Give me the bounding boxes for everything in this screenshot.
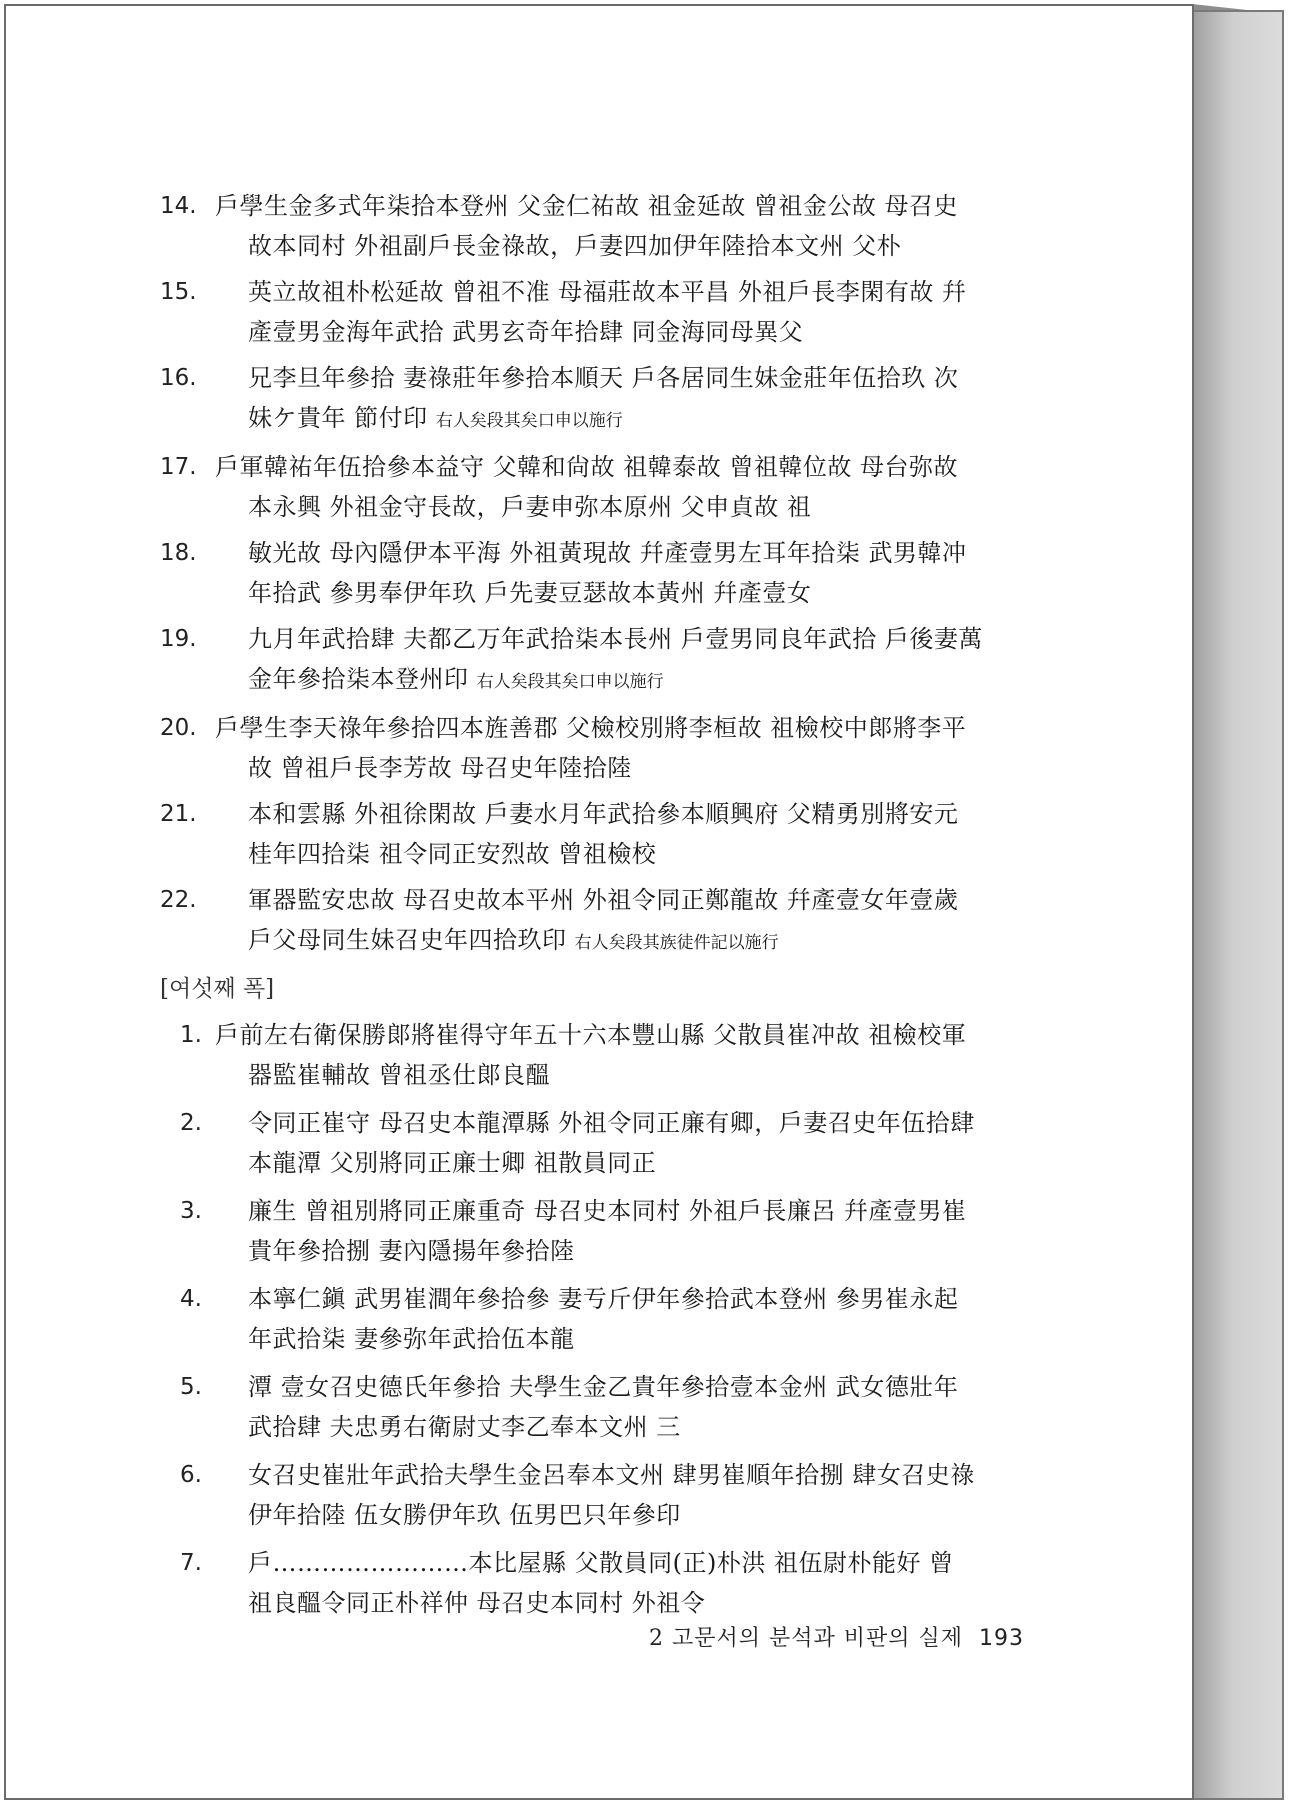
entry-line-1: 廉生 曾祖別將同正廉重奇 母召史本同村 外祖戶長廉呂 幷產壹男崔 bbox=[248, 1197, 967, 1225]
entry-number: 21. bbox=[160, 801, 197, 827]
entry-line-2: 產壹男金海年武拾 武男玄奇年拾肆 同金海同母異父 bbox=[248, 318, 804, 346]
entry-line-1: 本寧仁鎭 武男崔澗年參拾參 妻亐斤伊年參拾武本登州 參男崔永起 bbox=[248, 1285, 959, 1313]
entry-number: 15. bbox=[160, 279, 197, 305]
entry-number: 14. bbox=[160, 193, 197, 219]
entry-line-2-wrap bbox=[248, 748, 1060, 788]
document-entry bbox=[160, 533, 1060, 613]
entry-line-2: 貴年參拾捌 妻內隱揚年參拾陸 bbox=[248, 1237, 575, 1265]
entry-line-1: 戶前左右衛保勝郞將崔得守年五十六本豐山縣 父散員崔冲故 祖檢校軍 bbox=[215, 1021, 967, 1049]
entry-line-1: 本和雲縣 外祖徐閑故 戶妻水月年武拾參本順興府 父精勇別將安元 bbox=[248, 800, 959, 828]
entry-line-1: 敏光故 母內隱伊本平海 外祖黃現故 幷產壹男左耳年拾柒 武男韓冲 bbox=[248, 539, 967, 567]
entry-line-2-wrap bbox=[248, 1495, 1060, 1535]
document-entry bbox=[160, 794, 1060, 874]
entry-line-2: 伊年拾陸 伍女勝伊年玖 伍男巴只年參印 bbox=[248, 1501, 681, 1529]
entry-annotation: 右人矣段其矣口申以施行 bbox=[476, 672, 664, 692]
document-entry bbox=[160, 186, 1060, 266]
entry-line-1: 兄李旦年參拾 妻祿莊年參拾本順天 戶各居同生妹金莊年伍拾玖 次 bbox=[248, 364, 959, 392]
entry-line-2: 桂年四拾柒 祖令同正安烈故 曾祖檢校 bbox=[248, 840, 657, 868]
entry-line-2-wrap bbox=[248, 1407, 1060, 1447]
entry-number: 5. bbox=[180, 1374, 202, 1400]
page-number: 193 bbox=[979, 1626, 1024, 1651]
entry-line-2: 武拾肆 夫忠勇右衛尉丈李乙奉本文州 三 bbox=[248, 1413, 681, 1441]
entry-line-2: 本永興 外祖金守長故，戶妻申弥本原州 父申貞故 祖 bbox=[248, 493, 812, 521]
page-content bbox=[160, 186, 1060, 1631]
document-entry bbox=[160, 1543, 1060, 1623]
entry-line-2: 年武拾柒 妻參弥年武拾伍本龍 bbox=[248, 1325, 575, 1353]
document-entry bbox=[160, 1455, 1060, 1535]
entry-number: 19. bbox=[160, 626, 197, 652]
document-entry bbox=[160, 447, 1060, 527]
entry-line-2-wrap bbox=[248, 1231, 1060, 1271]
document-entry bbox=[160, 272, 1060, 352]
document-entry bbox=[160, 1367, 1060, 1447]
document-entry bbox=[160, 1191, 1060, 1271]
entry-line-2: 戶父母同生妹召史年四拾玖印 bbox=[248, 926, 567, 954]
entry-line-1: 九月年武拾肆 夫都乙万年武拾柒本長州 戶壹男同良年武拾 戶後妻萬 bbox=[248, 625, 983, 653]
entry-number: 7. bbox=[180, 1550, 202, 1576]
entry-line-1: 戶學生李天祿年參拾四本旌善郡 父檢校別將李桓故 祖檢校中郞將李平 bbox=[215, 714, 967, 742]
entry-line-2-wrap bbox=[248, 398, 1060, 441]
entry-number: 6. bbox=[180, 1462, 202, 1488]
entry-list-part-a bbox=[160, 186, 1060, 963]
entry-number: 18. bbox=[160, 540, 197, 566]
entry-line-2-wrap bbox=[248, 1055, 1060, 1095]
entry-line-2-wrap bbox=[248, 573, 1060, 613]
document-entry bbox=[160, 358, 1060, 441]
document-entry bbox=[160, 880, 1060, 963]
entry-number: 17. bbox=[160, 454, 197, 480]
entry-line-1: 令同正崔守 母召史本龍潭縣 外祖令同正廉有卿，戶妻召史年伍拾肆 bbox=[248, 1109, 975, 1137]
entry-line-1: 戶學生金多式年柒拾本登州 父金仁祐故 祖金延故 曾祖金公故 母召史 bbox=[215, 192, 959, 220]
entry-annotation: 右人矣段其矣口申以施行 bbox=[435, 411, 623, 431]
document-entry bbox=[160, 1103, 1060, 1183]
entry-number: 2. bbox=[180, 1110, 202, 1136]
entry-number: 1. bbox=[180, 1022, 202, 1048]
page bbox=[4, 4, 1194, 1800]
entry-annotation: 右人矣段其族徒件記以施行 bbox=[574, 933, 779, 953]
entry-line-1: 女召史崔壯年武拾夫學生金呂奉本文州 肆男崔順年拾捌 肆女召史祿 bbox=[248, 1461, 975, 1489]
entry-number: 16. bbox=[160, 365, 197, 391]
entry-line-2: 金年參拾柒本登州印 bbox=[248, 665, 469, 693]
entry-number: 20. bbox=[160, 715, 197, 741]
entry-number: 22. bbox=[160, 887, 197, 913]
entry-line-2-wrap bbox=[248, 312, 1060, 352]
document-entry bbox=[160, 708, 1060, 788]
document-entry bbox=[160, 1015, 1060, 1095]
entry-line-2-wrap bbox=[248, 834, 1060, 874]
document-entry bbox=[160, 1279, 1060, 1359]
entry-line-1: 軍器監安忠故 母召史故本平州 外祖令同正鄭龍故 幷產壹女年壹歲 bbox=[248, 886, 959, 914]
section-heading: [여섯째 폭] bbox=[160, 976, 275, 1002]
entry-line-2-wrap bbox=[248, 1583, 1060, 1623]
entry-line-2-wrap bbox=[248, 487, 1060, 527]
entry-number: 4. bbox=[180, 1286, 202, 1312]
running-head: 2 고문서의 분석과 비판의 실제 bbox=[649, 1626, 963, 1651]
entry-line-2: 故本同村 外祖副戶長金祿故，戶妻四加伊年陸拾本文州 父朴 bbox=[248, 232, 902, 260]
entry-line-2: 年拾武 參男奉伊年玖 戶先妻豆瑟故本黃州 幷產壹女 bbox=[248, 579, 812, 607]
entry-line-2-wrap bbox=[248, 659, 1060, 702]
entry-line-1: 戶軍韓祐年伍拾參本益守 父韓和尙故 祖韓泰故 曾祖韓位故 母台弥故 bbox=[215, 453, 959, 481]
entry-line-1: 英立故祖朴松延故 曾祖不准 母福莊故本平昌 外祖戶長李閑有故 幷 bbox=[248, 278, 967, 306]
entry-list-part-b bbox=[160, 1015, 1060, 1623]
entry-number: 3. bbox=[180, 1198, 202, 1224]
page-stack-edge bbox=[1192, 10, 1284, 1800]
entry-line-2: 器監崔輔故 曾祖丞仕郞良醞 bbox=[248, 1061, 551, 1089]
entry-line-2-wrap bbox=[248, 1143, 1060, 1183]
entry-line-2: 祖良醞令同正朴祥仲 母召史本同村 外祖令 bbox=[248, 1589, 706, 1617]
document-entry bbox=[160, 619, 1060, 702]
entry-line-2-wrap bbox=[248, 1319, 1060, 1359]
entry-line-2: 妹ケ貴年 節付印 bbox=[248, 404, 428, 432]
entry-line-2-wrap bbox=[248, 226, 1060, 266]
entry-line-2-wrap bbox=[248, 920, 1060, 963]
entry-line-2: 本龍潭 父別將同正廉士卿 祖散員同正 bbox=[248, 1149, 657, 1177]
entry-line-1: 戶……………………本比屋縣 父散員同(正)朴洪 祖伍尉朴能好 曾 bbox=[248, 1549, 954, 1577]
entry-line-1: 潭 壹女召史德氏年參拾 夫學生金乙貴年參拾壹本金州 武女德壯年 bbox=[248, 1373, 959, 1401]
entry-line-2: 故 曾祖戶長李芳故 母召史年陸拾陸 bbox=[248, 754, 632, 782]
page-footer bbox=[604, 1621, 1024, 1652]
